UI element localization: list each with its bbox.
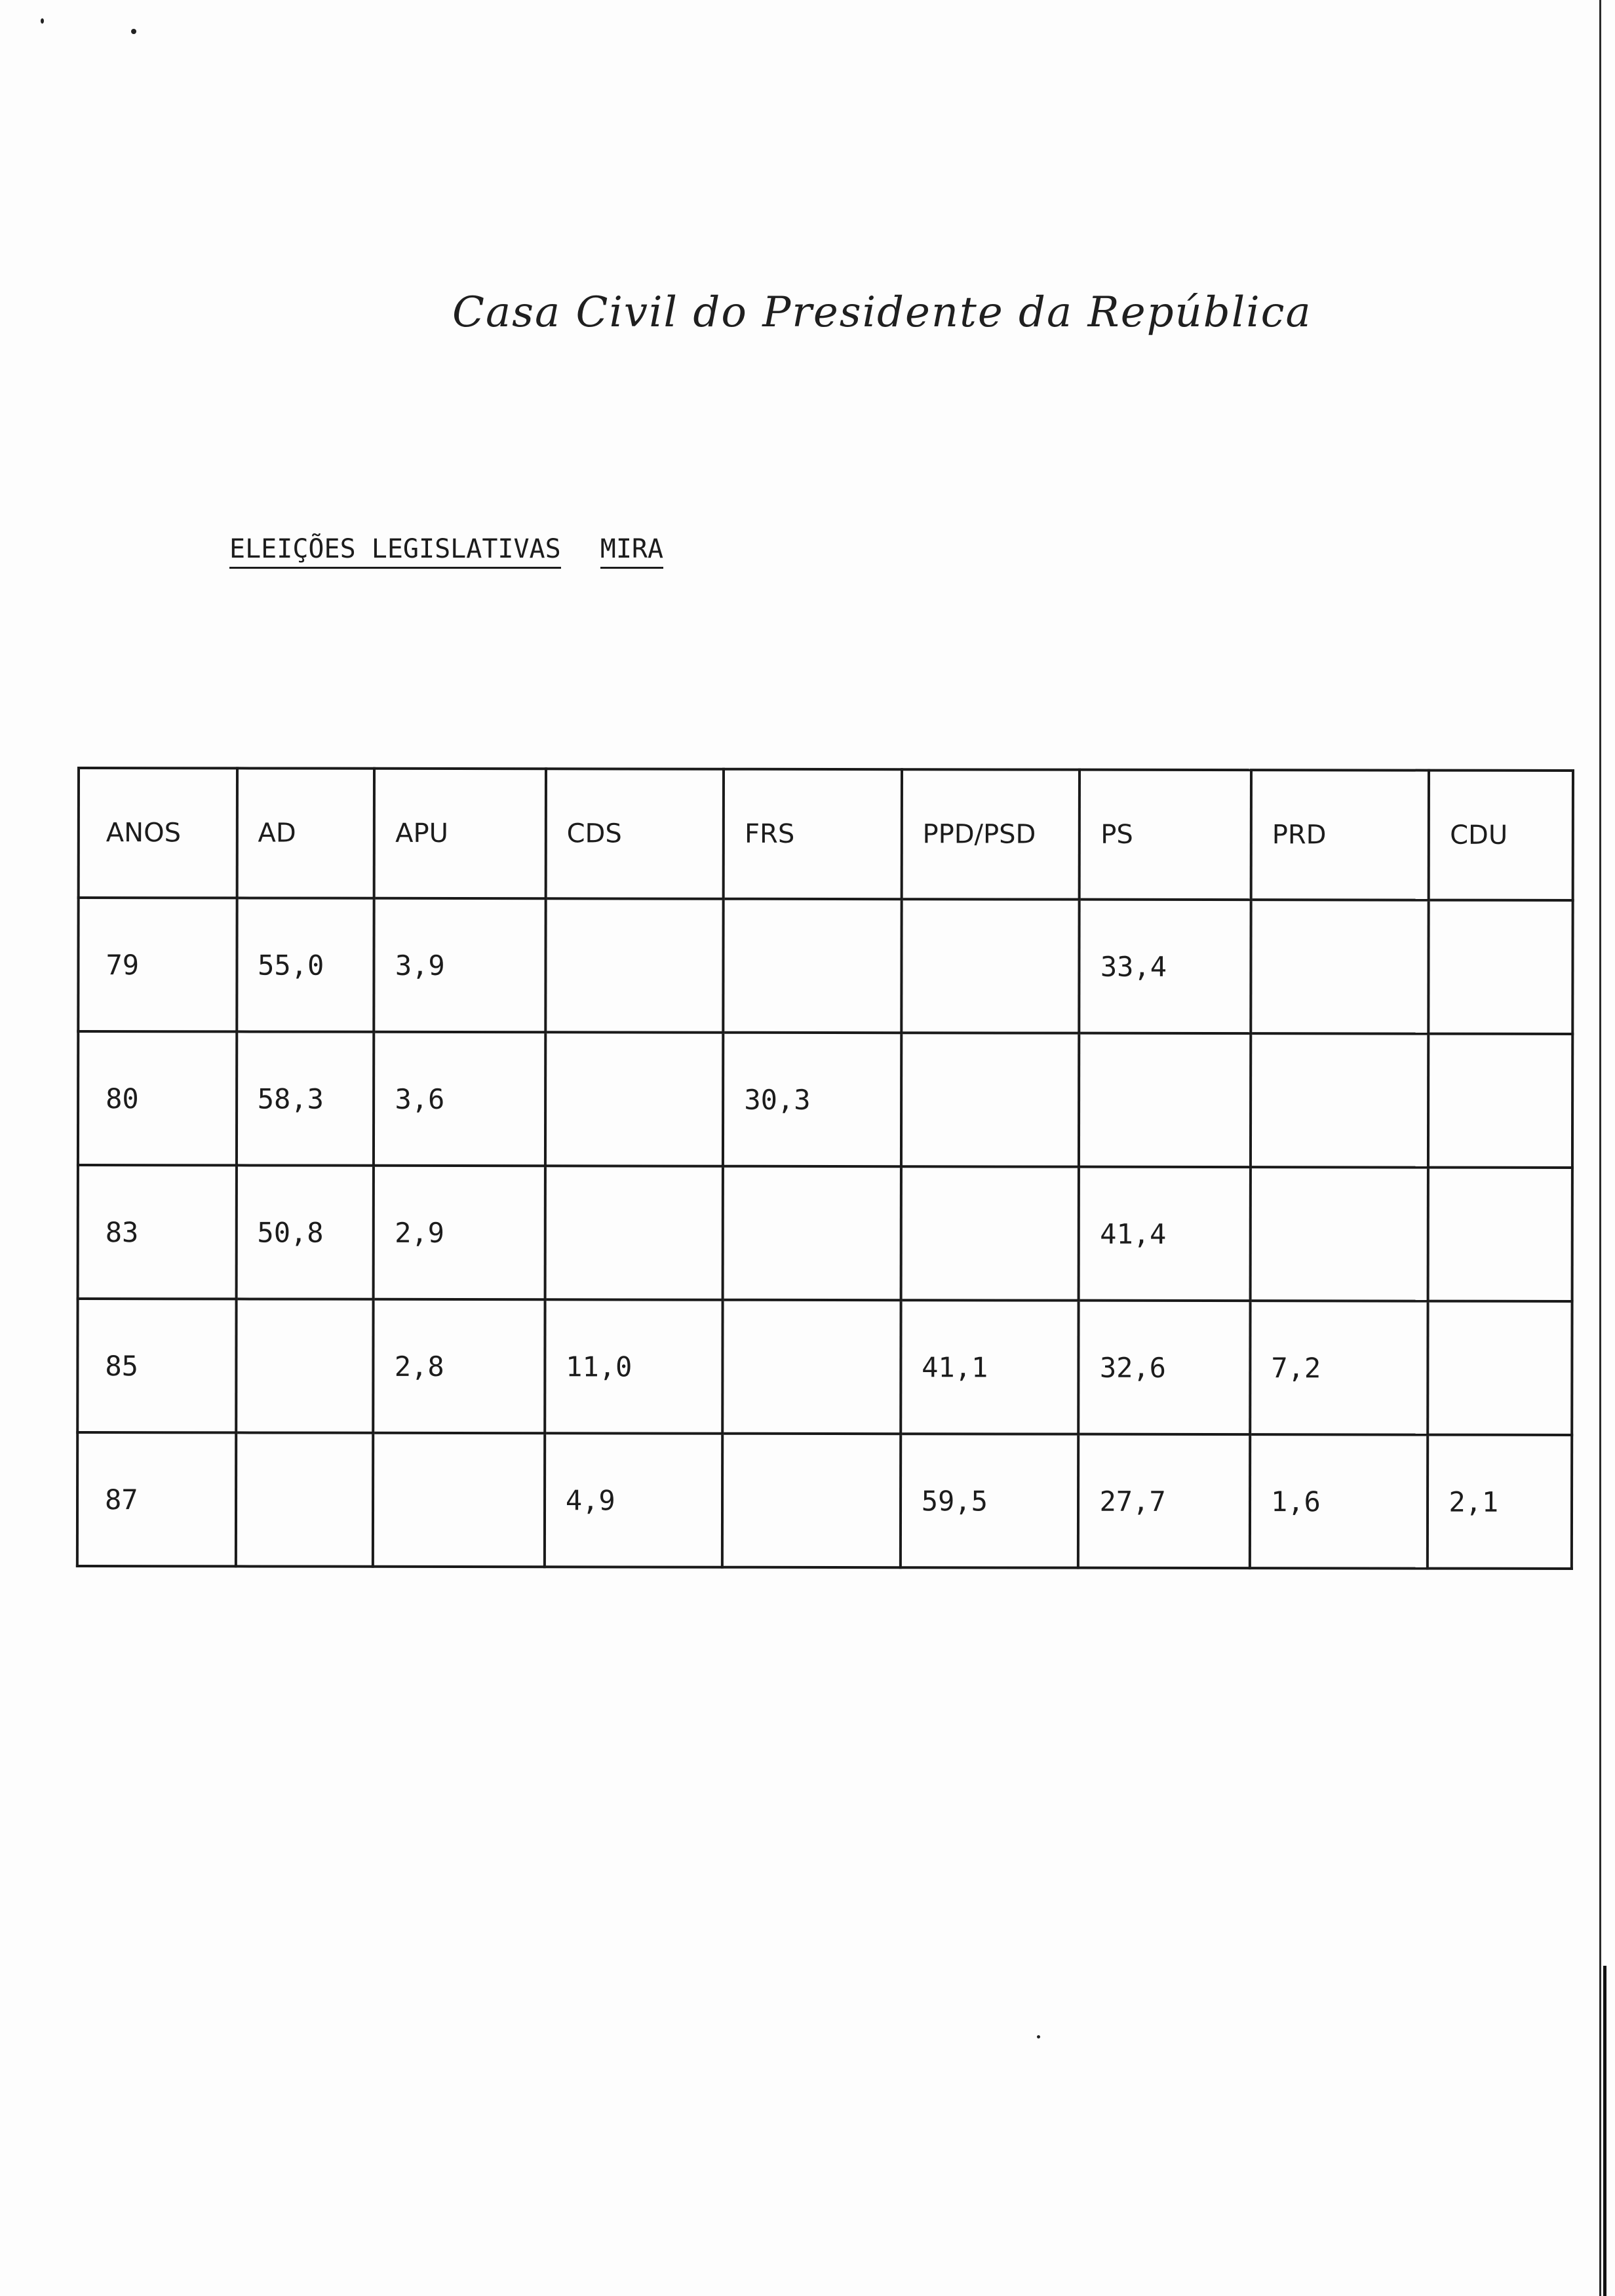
table-cell — [901, 899, 1080, 1033]
table-cell — [723, 1166, 901, 1300]
table-cell: 2,1 — [1428, 1435, 1572, 1569]
column-header-cdu: CDU — [1429, 771, 1573, 900]
table-cell: 30,3 — [723, 1033, 901, 1166]
column-header-cds: CDS — [545, 769, 724, 898]
table-cell: 3,6 — [374, 1032, 545, 1166]
column-header-ps: PS — [1080, 770, 1251, 900]
table-cell — [236, 1299, 374, 1432]
table-cell: 7,2 — [1250, 1301, 1428, 1434]
table-cell: 55,0 — [237, 898, 374, 1031]
table-cell — [1428, 1034, 1572, 1168]
table-cell — [1429, 900, 1573, 1034]
table-cell — [722, 1300, 901, 1434]
table-cell: 1,6 — [1250, 1434, 1428, 1568]
table-cell — [545, 1166, 723, 1299]
table-cell — [1079, 1033, 1251, 1167]
table-cell — [1251, 1033, 1429, 1167]
table-header-row — [79, 768, 1573, 900]
table-cell — [1428, 1301, 1572, 1435]
table-cell — [236, 1432, 374, 1566]
table-cell: 27,7 — [1078, 1434, 1250, 1568]
table-cell-year: 80 — [78, 1031, 237, 1165]
letterhead: Casa Civil do Presidente da República — [452, 288, 1312, 337]
table-cell: 50,8 — [236, 1165, 374, 1299]
table-cell — [545, 1032, 724, 1166]
table-cell — [1251, 900, 1429, 1033]
table-row — [78, 1165, 1572, 1301]
table-cell — [1428, 1168, 1572, 1301]
column-header-frs: FRS — [724, 769, 902, 899]
table-cell — [545, 898, 724, 1032]
table-cell: 11,0 — [545, 1299, 723, 1433]
table-cell-year: 83 — [78, 1165, 237, 1299]
table-cell-year: 85 — [77, 1299, 236, 1432]
table-row — [77, 1299, 1572, 1435]
table-cell — [724, 899, 902, 1033]
table-cell-year: 87 — [77, 1432, 236, 1566]
table-cell: 3,9 — [374, 898, 546, 1032]
table-cell: 33,4 — [1080, 900, 1251, 1033]
table-cell: 2,8 — [374, 1299, 545, 1433]
table-row — [78, 898, 1572, 1034]
scan-speck — [131, 29, 136, 34]
table-cell — [901, 1033, 1080, 1166]
heading-title: ELEIÇÕES LEGISLATIVAS — [229, 534, 561, 569]
column-header-prd: PRD — [1251, 770, 1430, 900]
document-heading — [229, 534, 663, 569]
column-header-apu: APU — [374, 769, 546, 898]
column-header-anos: ANOS — [79, 768, 237, 898]
table-cell: 59,5 — [901, 1434, 1079, 1567]
table-cell — [373, 1433, 545, 1567]
table-row — [78, 1031, 1572, 1168]
page-edge-shadow-lower — [1603, 1966, 1606, 2296]
table-cell-year: 79 — [78, 898, 237, 1031]
table-cell — [901, 1166, 1079, 1300]
table-cell: 32,6 — [1079, 1301, 1251, 1434]
table-row — [77, 1432, 1572, 1569]
table-cell — [1251, 1167, 1429, 1301]
heading-place: MIRA — [600, 534, 663, 569]
table-cell: 41,1 — [901, 1300, 1079, 1434]
table-cell: 41,4 — [1079, 1167, 1251, 1301]
column-header-ad: AD — [237, 768, 374, 898]
page-edge-shadow — [1599, 0, 1601, 2296]
table-cell — [722, 1434, 901, 1567]
election-results-table — [76, 767, 1574, 1570]
column-header-ppd-psd: PPD/PSD — [901, 769, 1080, 899]
scan-speck — [1037, 2035, 1040, 2038]
scan-speck — [41, 18, 44, 24]
table-cell: 4,9 — [545, 1433, 723, 1567]
table-cell: 2,9 — [374, 1166, 545, 1299]
table-cell: 58,3 — [237, 1031, 374, 1165]
